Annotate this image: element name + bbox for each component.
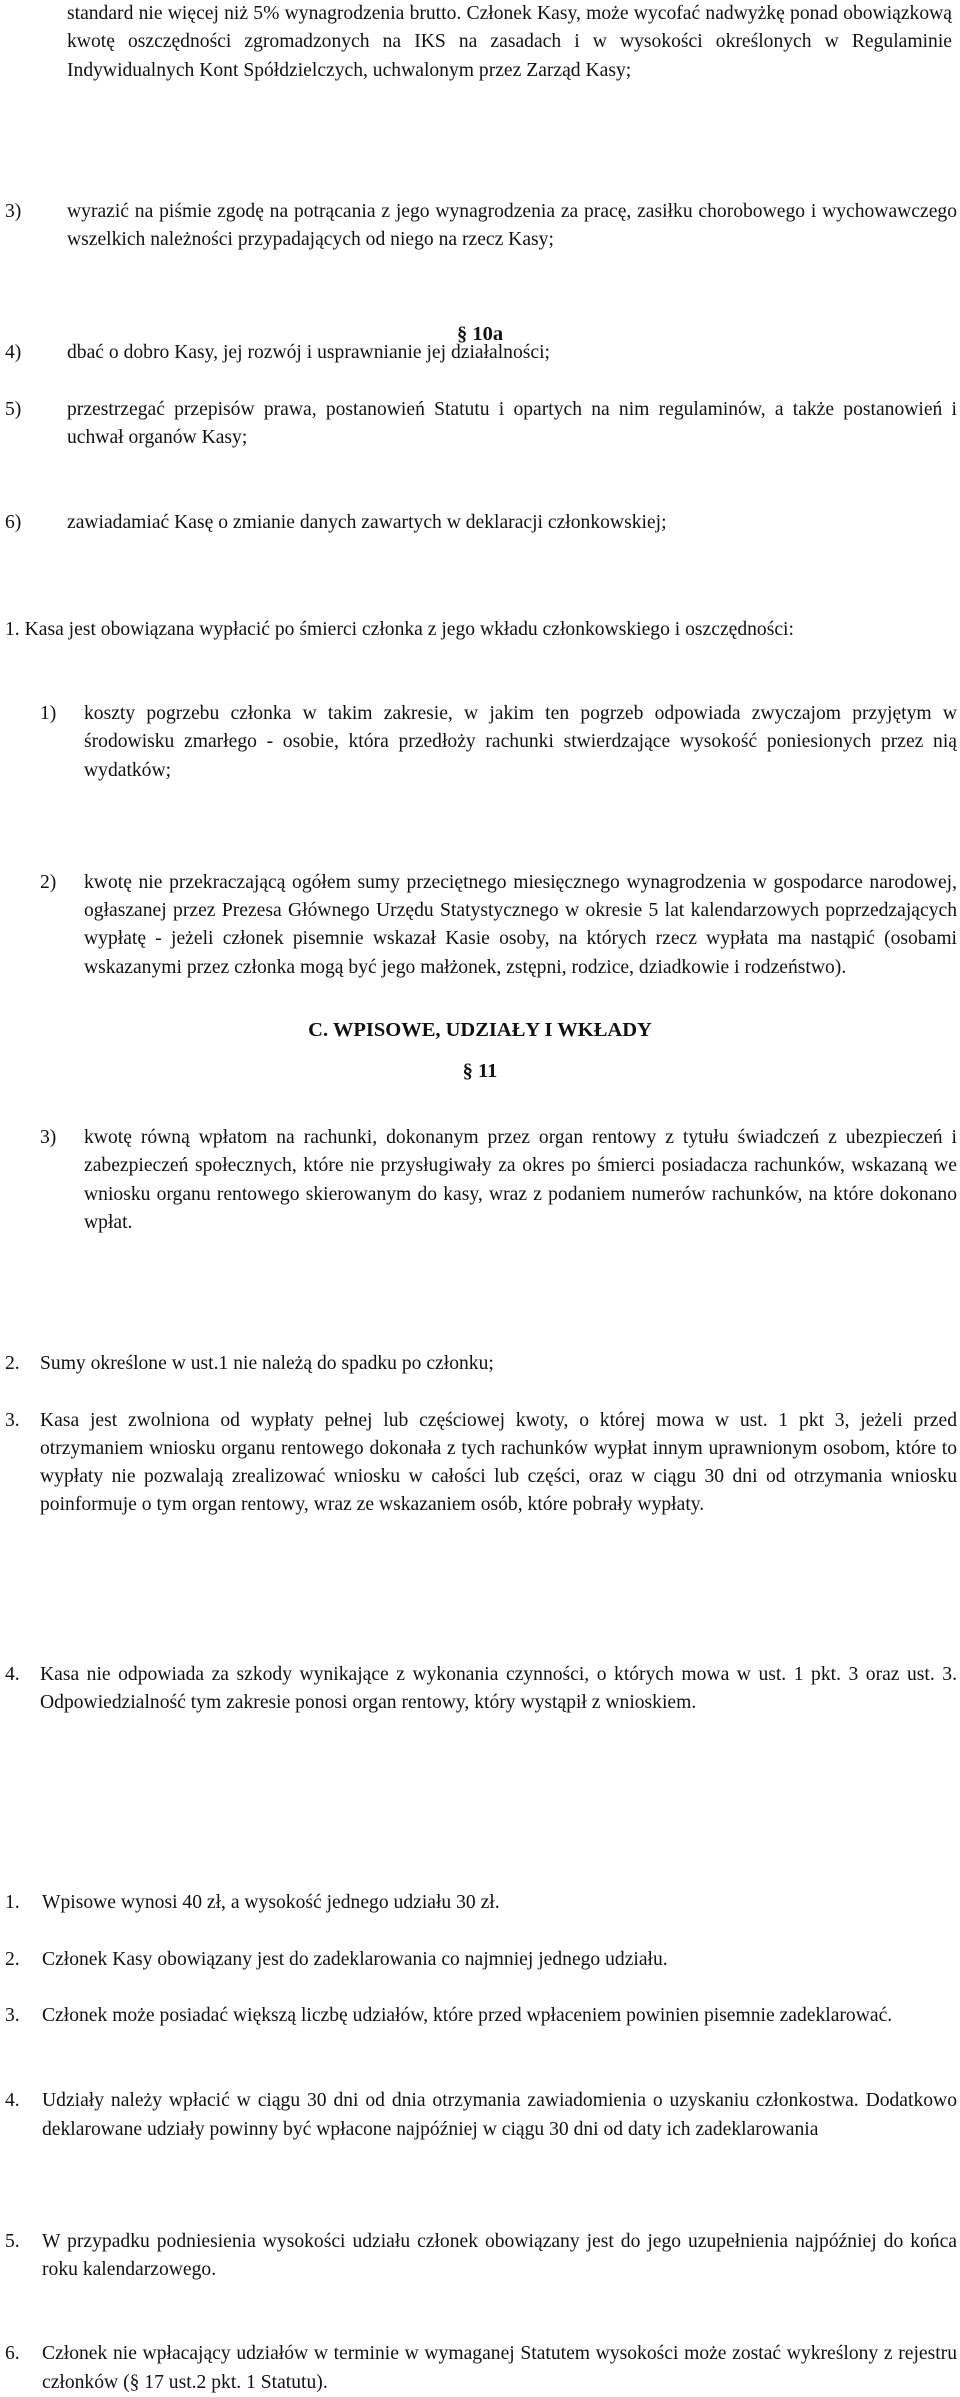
paragraph-text: Kasa jest zwolniona od wypłaty pełnej lub częściowej kwoty, o której mowa w ust. 1 pkt 3, jeżeli przed otrzymaniem wniosku organu rentowego dokonała z tych rachunków wypłat innym uprawnionym osobom, które to wypłaty nie pozwalają zrealizować wniosku w całości lub części, oraz w ciągu 30 dni od otrzymania wniosku poinformuje o tym organ rentowy, wraz ze wskazaniem osób, które pobrały wypłaty. (40, 1409, 957, 1516)
paragraph-number: 1. (5, 1892, 20, 1914)
paragraph-number: 2. (5, 1353, 20, 1375)
paragraph-item (5, 616, 957, 644)
paragraph-text: Kasa jest obowiązana wypłacić po śmierci członka z jego wkładu członkowskiego i oszczędności: (24, 618, 794, 640)
paragraph-number: 4. (5, 2090, 20, 2112)
paragraph-text: Członek Kasy obowiązany jest do zadeklarowania co najmniej jednego udziału. (42, 1948, 668, 1970)
paragraph-item (5, 2228, 957, 2285)
section-10a-title: § 10a (456, 323, 504, 345)
subitem-number: 2) (40, 871, 57, 893)
paragraph-text: W przypadku podniesienia wysokości udziału członek obowiązany jest do jego uzupełnienia najpóźniej do końca roku kalendarzowego. (42, 2230, 957, 2281)
paragraph-number: 5. (5, 2230, 20, 2252)
duty-item (5, 198, 957, 255)
duty-item (5, 396, 957, 453)
duty-text: wyrazić na piśmie zgodę na potrącania z jego wynagrodzenia za pracę, zasiłku chorobowego i wychowawczego wszelkich należności przypadających od niego na rzecz Kasy; (67, 200, 957, 251)
duty-text: zawiadamiać Kasę o zmianie danych zawartych w deklaracji członkowskiej; (67, 512, 667, 534)
paragraph-number: 3. (5, 1409, 20, 1431)
subitem-text: koszty pogrzebu członka w takim zakresie, w jakim ten pogrzeb odpowiada zwyczajom przyjętym w środowisku zmarłego - osobie, która przedłoży rachunki stwierdzające wysokość poniesionych przez nią wydatków; (84, 702, 957, 781)
continuation-text: standard nie więcej niż 5% wynagrodzenia brutto. Członek Kasy, może wycofać nadwyżkę ponad obowiązkową kwotę oszczędności zgromadzonych na IKS na zasadach i w wysokości określonych w Regulaminie Indywidualnych Kont Spółdzielczych, uchwalonym przez Zarząd Kasy; (67, 3, 952, 81)
paragraph-item (5, 1350, 957, 1378)
subitem (40, 869, 957, 982)
paragraph-number: 3. (5, 2004, 20, 2026)
duty-item (5, 509, 957, 537)
paragraph-number: 1. (5, 618, 20, 640)
paragraph-number: 6. (5, 2343, 20, 2365)
paragraph-text: Członek może posiadać większą liczbę udziałów, które przed wpłaceniem powinien pisemnie zadeklarować. (42, 2004, 893, 2026)
duty-number: 3) (5, 200, 22, 222)
chapter-heading: C. WPISOWE, UDZIAŁY I WKŁADY (308, 1019, 652, 1041)
paragraph-number: 4. (5, 1663, 20, 1685)
paragraph-item (5, 1407, 957, 1520)
paragraph-text: Wpisowe wynosi 40 zł, a wysokość jednego udziału 30 zł. (42, 1892, 500, 1914)
paragraph-text: Udziały należy wpłacić w ciągu 30 dni od dnia otrzymania zawiadomienia o uzyskaniu członkostwa. Dodatkowo deklarowane udziały powinny być wpłacone najpóźniej w ciągu 30 dni od daty ich zadeklarowania (42, 2090, 957, 2140)
subitem-number: 3) (40, 1127, 57, 1149)
paragraph-item (5, 2087, 957, 2144)
subitem-number: 1) (40, 702, 57, 724)
paragraph-item (5, 2340, 957, 2397)
duty-text: przestrzegać przepisów prawa, postanowień Statutu i opartych na nim regulaminów, a także postanowień i uchwał organów Kasy; (67, 398, 957, 449)
duty-number: 5) (5, 398, 22, 420)
paragraph-item (5, 1889, 957, 1917)
duty-number: 4) (5, 342, 22, 364)
paragraph-number: 2. (5, 1948, 20, 1970)
duty-text: dbać o dobro Kasy, jej rozwój i usprawnianie jej działalności; (67, 342, 550, 364)
subitem-text: kwotę nie przekraczającą ogółem sumy przeciętnego miesięcznego wynagrodzenia w gospodarce narodowej, ogłaszanej przez Prezesa Głównego Urzędu Statystycznego w okresie 5 lat kalendarzowych poprzedzających wypłatę - jeżeli członek pisemnie wskazał Kasie osoby, na których rzecz wypłata ma nastąpić (osobami wskazanymi przez członka mogą być jego małżonek, zstępni, rodzice, dziadkowie i rodzeństwo). (84, 871, 957, 978)
subitem-text: kwotę równą wpłatom na rachunki, dokonanym przez organ rentowy z tytułu świadczeń z ubezpieczeń i zabezpieczeń społecznych, które nie przysługiwały za okres po śmierci posiadacza rachunków, wskazaną we wniosku organu rentowego skierowanym do kasy, wraz z podaniem numerów rachunków, na które dokonano wpłat. (84, 1127, 957, 1233)
subitem (40, 700, 957, 785)
paragraph-item (5, 1946, 957, 1974)
paragraph-text: Sumy określone w ust.1 nie należą do spadku po członku; (40, 1353, 494, 1375)
paragraph-item (5, 2002, 957, 2030)
continuation-paragraph (67, 0, 952, 85)
section-11-title: § 11 (462, 1060, 498, 1082)
subitem (40, 1124, 957, 1237)
duty-number: 6) (5, 512, 22, 534)
paragraph-text: Kasa nie odpowiada za szkody wynikające z wykonania czynności, o których mowa w ust. 1 pkt. 3 oraz ust. 3. Odpowiedzialność tym zakresie ponosi organ rentowy, który wystąpił z wnioskiem. (40, 1663, 957, 1714)
paragraph-item (5, 1661, 957, 1718)
paragraph-text: Członek nie wpłacający udziałów w terminie w wymaganej Statutem wysokości może zostać wykreślony z rejestru członków (§ 17 ust.2 pkt. 1 Statutu). (42, 2343, 957, 2393)
